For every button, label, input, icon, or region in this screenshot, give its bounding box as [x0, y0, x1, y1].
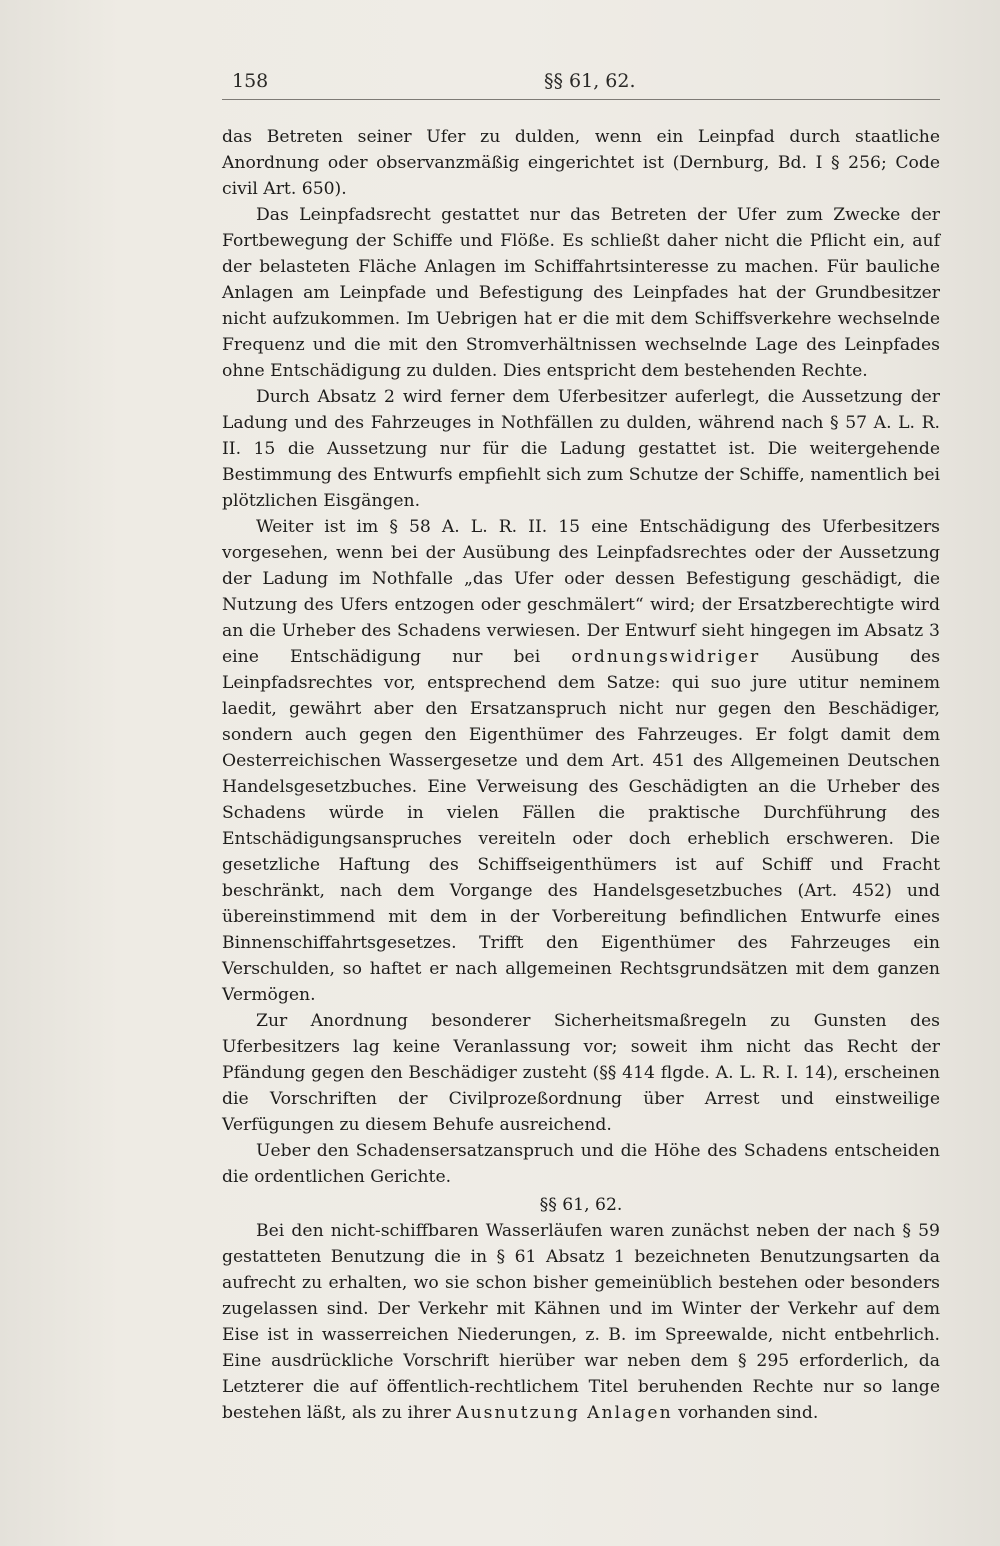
running-head: §§ 61, 62.: [544, 70, 636, 92]
paragraph-text: vorhanden sind.: [672, 1403, 819, 1423]
paragraph: [222, 514, 940, 1008]
paragraph: [222, 1138, 940, 1190]
paragraph: [222, 202, 940, 384]
page-number: 158: [232, 70, 269, 92]
paragraph-text: Das Leinpfadsrecht gestattet nur das Betreten der Ufer zum Zwecke der Fortbewegung der Schiffe und Flöße. Es schließt daher nicht die Pflicht ein, auf der belasteten Fläche Anlagen im Schiffahrtsinteresse zu machen. Für bauliche Anlagen am Leinpfade und Befestigung des Leinpfades hat der Grundbesitzer nicht aufzukommen. Im Uebrigen hat er die mit dem Schiffsverkehre wechselnde Frequenz und die mit den Stromverhältnissen wechselnde Lage des Leinpfades ohne Entschädigung zu dulden. Dies entspricht dem bestehenden Rechte.: [222, 205, 940, 381]
emphasized-text: ordnungswidriger: [571, 647, 761, 667]
paragraph-text: Durch Absatz 2 wird ferner dem Uferbesitzer auferlegt, die Aussetzung der Ladung und des Fahrzeuges in Nothfällen zu dulden, während nach § 57 A. L. R. II. 15 die Aussetzung nur für die Ladung gestattet ist. Die weitergehende Bestimmung des Entwurfs empfiehlt sich zum Schutze der Schiffe, namentlich bei plötzlichen Eisgängen.: [222, 387, 940, 511]
paragraph-text: Ueber den Schadensersatzanspruch und die Höhe des Schadens entscheiden die ordentlichen Gerichte.: [222, 1141, 940, 1187]
section-heading: §§ 61, 62.: [539, 1195, 623, 1215]
paragraph-text: Weiter ist im § 58 A. L. R. II. 15 eine Entschädigung des Uferbesitzers vorgesehen, wenn bei der Ausübung des Leinpfadsrechtes oder der Aussetzung der Ladung im Nothfalle „das Ufer oder dessen Befestigung geschädigt, die Nutzung des Ufers entzogen oder geschmälert“ wird; der Ersatzberechtigte wird an die Urheber des Schadens verwiesen. Der Entwurf sieht hingegen im Absatz 3 eine Entschädigung nur bei: [222, 517, 940, 667]
paragraph-text: Bei den nicht-schiffbaren Wasserläufen waren zunächst neben der nach § 59 gestatteten Benutzung die in § 61 Absatz 1 bezeichneten Benutzungsarten da aufrecht zu erhalten, wo sie schon bisher gemeinüblich bestehen oder besonders zugelassen sind. Der Verkehr mit Kähnen und im Winter der Verkehr auf dem Eise ist in wasserreichen Niederungen, z. B. im Spreewalde, nicht entbehrlich. Eine ausdrückliche Vorschrift hierüber war neben dem § 295 erforderlich, da Letzterer die auf öffentlich-rechtlichem Titel beruhenden Rechte nur so lange bestehen läßt, als zu ihrer: [222, 1221, 940, 1423]
header-rule: [222, 99, 940, 100]
page-header: [222, 66, 940, 96]
paragraph-text: das Betreten seiner Ufer zu dulden, wenn ein Leinpfad durch staatliche Anordnung oder observanzmäßig eingerichtet ist (Dernburg, Bd. I § 256; Code civil Art. 650).: [222, 127, 940, 199]
emphasized-text: Ausnutzung Anlagen: [456, 1403, 673, 1423]
book-page: [222, 66, 941, 1423]
paragraph: [222, 1218, 940, 1426]
paragraph: [222, 384, 940, 514]
paragraph-text: Ausübung des Leinpfadsrechtes vor, entsprechend dem Satze: qui suo jure utitur neminem laedit, gewährt aber den Ersatzanspruch nicht nur gegen den Beschädiger, sondern auch gegen den Eigenthümer des Fahrzeuges. Er folgt damit dem Oesterreichischen Wassergesetze und dem Art. 451 des Allgemeinen Deutschen Handelsgesetzbuches. Eine Verweisung des Geschädigten an die Urheber des Schadens würde in vielen Fällen die praktische Durchführung des Entschädigungsanspruches vereiteln oder doch erheblich erschweren. Die gesetzliche Haftung des Schiffseigenthümers ist auf Schiff und Fracht beschränkt, nach dem Vorgange des Handelsgesetzbuches (Art. 452) und übereinstimmend mit dem in der Vorbereitung befindlichen Entwurfe eines Binnenschiffahrtsgesetzes. Trifft den Eigenthümer des Fahrzeuges ein Verschulden, so haftet er nach allgemeinen Rechtsgrundsätzen mit dem ganzen Vermögen.: [222, 647, 941, 1005]
paragraph-text: Zur Anordnung besonderer Sicherheitsmaßregeln zu Gunsten des Uferbesitzers lag keine Veranlassung vor; soweit ihm nicht das Recht der Pfändung gegen den Beschädiger zusteht (§§ 414 flgde. A. L. R. I. 14), erscheinen die Vorschriften der Civilprozeßordnung über Arrest und einstweilige Verfügungen zu diesem Behufe ausreichend.: [222, 1011, 940, 1135]
paragraph: [222, 1008, 940, 1138]
paragraph-continued: [222, 124, 940, 202]
page-body: [222, 124, 940, 1426]
